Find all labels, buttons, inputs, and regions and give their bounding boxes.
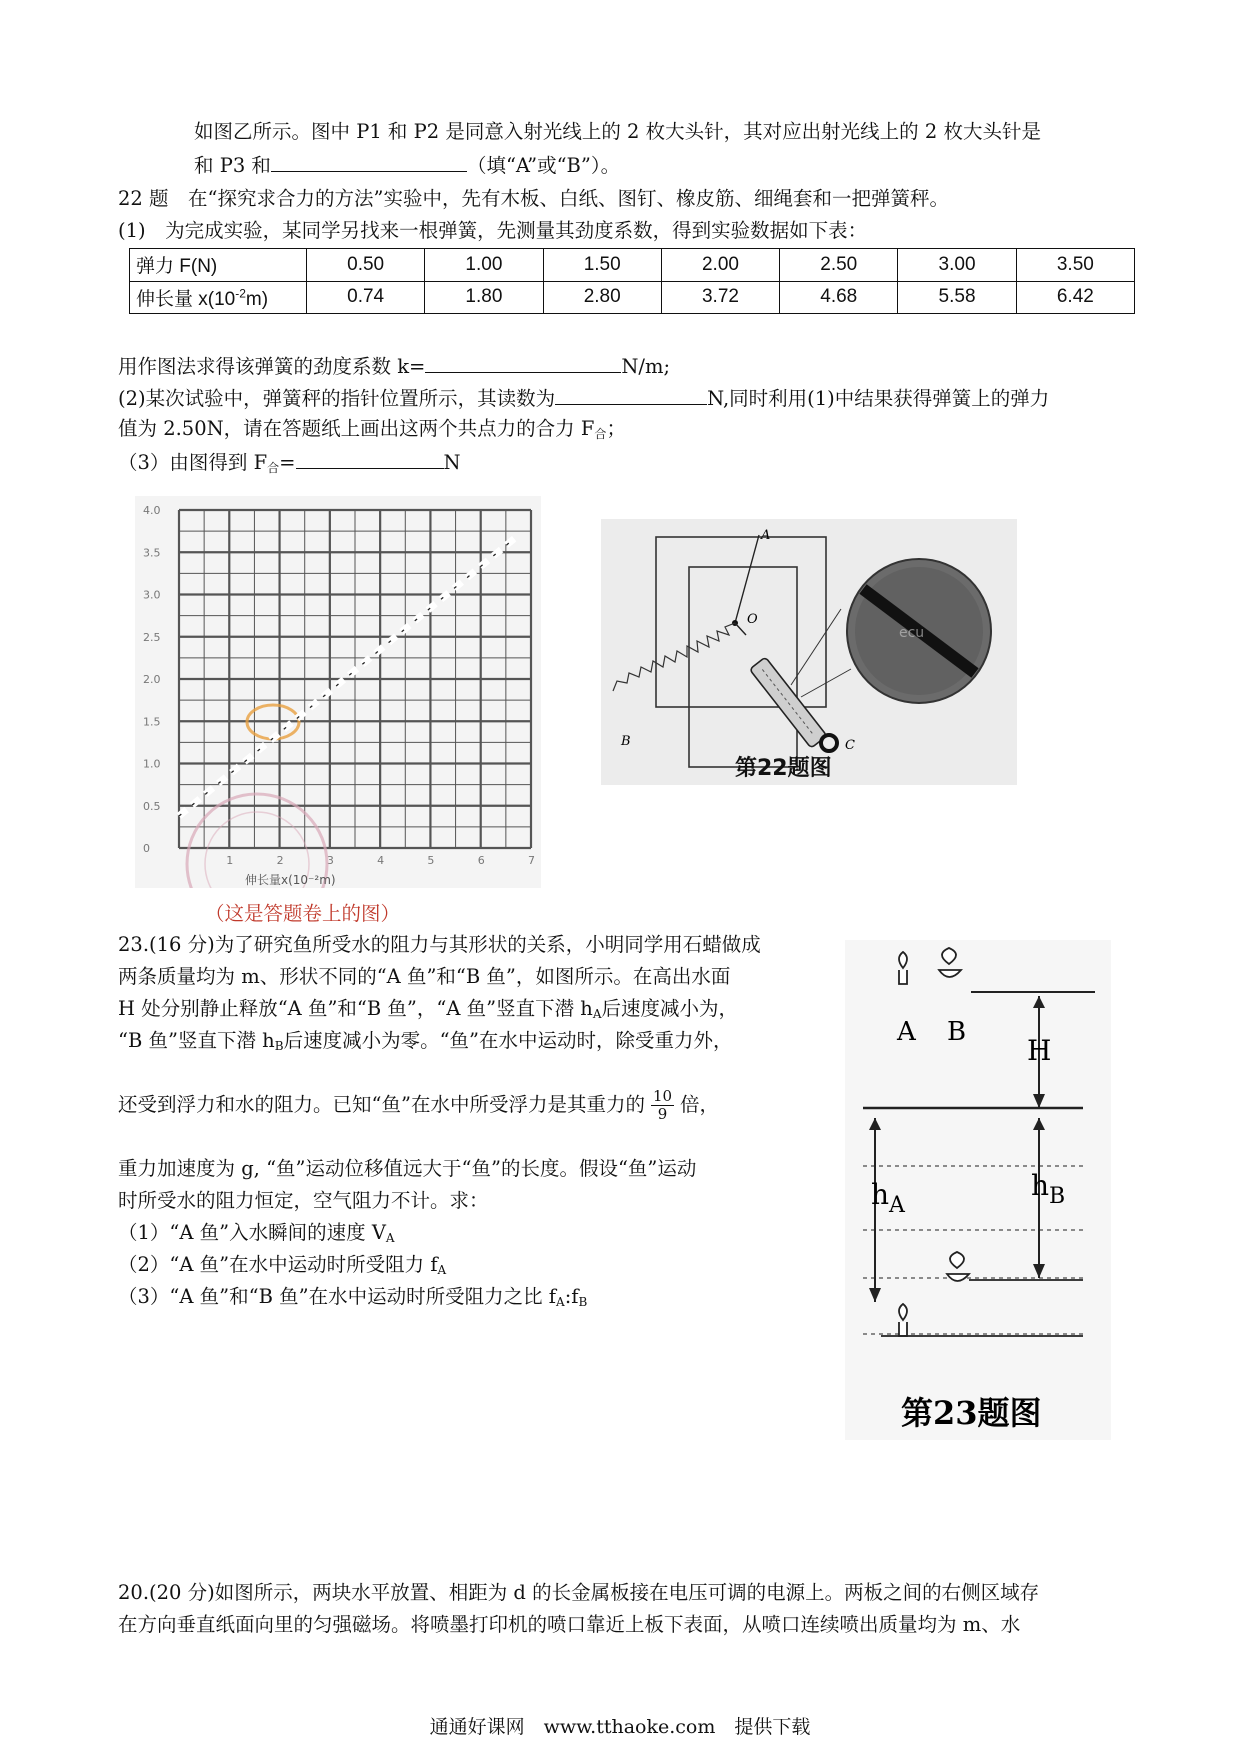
- y-tick-label: 3.0: [143, 588, 161, 602]
- label-H: H: [1027, 1034, 1052, 1067]
- q23-line5: 还受到浮力和水的阻力。已知“鱼”在水中所受浮力是其重力的 $\frac{10}{9}$ 倍，: [118, 1087, 720, 1123]
- page-footer: 通通好课网 www.tthaoke.com 提供下载: [429, 1716, 811, 1738]
- table-cell: 2.00: [661, 249, 779, 282]
- q23-line4: “B 鱼”竖直下潜 $h_B$后速度减小为零。“鱼”在水中运动时，除受重力外，: [118, 1029, 733, 1053]
- label-hB: $h_B$: [1031, 1169, 1066, 1209]
- q22-k-line: 用作图法求得该弹簧的劲度系数 k= N/m;: [118, 352, 670, 380]
- svg-text:ecu: ecu: [899, 625, 925, 641]
- q23-line6: 重力加速度为 g, “鱼”运动位移值远大于“鱼”的长度。假设“鱼”运动: [118, 1157, 697, 1180]
- table-cell: 5.58: [898, 281, 1016, 314]
- apparatus-diagram: [601, 519, 1017, 785]
- label-hA: $h_A$: [871, 1178, 905, 1218]
- table-cell: 2.80: [543, 281, 661, 314]
- q23-question2: （2）“A 鱼”在水中运动时所受阻力 $f_A$: [118, 1253, 447, 1277]
- q22-intro: 22 题 在“探究求合力的方法”实验中，先有木板、白纸、图钉、橡皮筋、细绳套和一把弹簧秤。: [118, 187, 949, 210]
- label-B: B: [621, 734, 631, 749]
- q23-line2: 两条质量均为 m、形状不同的“A 鱼”和“B 鱼”，如图所示。在高出水面: [118, 965, 731, 988]
- table-cell: 2.50: [780, 249, 898, 282]
- graph-caption: （这是答题卷上的图）: [205, 902, 401, 925]
- y-tick-label: 1.0: [143, 757, 161, 771]
- label-C: C: [845, 738, 855, 753]
- q22-part2-line2: 值为 2.50N，请在答题纸上画出这两个共点力的合力 $F_合$；: [118, 417, 626, 441]
- x-tick-label: 1: [226, 854, 234, 867]
- table-header-extension: 伸长量 $x(10^{-2}m)$: [130, 281, 307, 314]
- fish-figure: [845, 940, 1111, 1440]
- table-cell: 1.50: [543, 249, 661, 282]
- y-tick-label: 2.5: [143, 630, 161, 644]
- q20-line2: 在方向垂直纸面向里的匀强磁场。将喷墨打印机的喷口靠近上板下表面，从喷口连续喷出质量均为 m、水: [118, 1613, 1021, 1636]
- table-cell: 3.72: [661, 281, 779, 314]
- y-tick-label: 1.5: [143, 715, 161, 729]
- table-cell: 0.74: [307, 281, 425, 314]
- q23-line1: 23.(16 分)为了研究鱼所受水的阻力与其形状的关系，小明同学用石蜡做成: [118, 933, 761, 956]
- table-cell: 1.80: [425, 281, 543, 314]
- table-cell: 6.42: [1016, 281, 1134, 314]
- fish-figure-caption: 第23题图: [901, 1394, 1042, 1432]
- q23-line3: H 处分别静止释放“A 鱼”和“B 鱼”，“A 鱼”竖直下潜 $h_A$后速度减小为，: [118, 997, 739, 1021]
- q21-line2: [194, 151, 620, 179]
- apparatus-figure: [601, 519, 1017, 785]
- q22-part1: (1) 为完成实验，某同学另找来一根弹簧，先测量其劲度系数，得到实验数据如下表：: [118, 219, 868, 242]
- x-tick-label: 3: [326, 854, 334, 867]
- apparatus-caption: 第22题图: [735, 756, 832, 781]
- table-cell: 1.00: [425, 249, 543, 282]
- x-tick-label: 4: [377, 854, 385, 867]
- fish-label-A: A: [897, 1017, 916, 1047]
- graph-x-axis-label: 伸长量x(10⁻²m): [245, 873, 336, 887]
- spring-data-table: [129, 248, 1135, 314]
- reading-answer-blank: [555, 384, 707, 405]
- k-answer-blank: [425, 352, 621, 373]
- table-row-force: [130, 249, 1135, 282]
- q22-part3: （3）由图得到 $F_合= N$: [118, 448, 461, 481]
- fraction-10-9: $\frac{10}{9}$: [652, 1087, 673, 1123]
- x-tick-label: 2: [276, 854, 284, 867]
- x-tick-label: 7: [528, 854, 535, 867]
- q22-part2-line1: (2)某次试验中，弹簧秤的指针位置所示，其读数为 N,同时利用(1)中结果获得弹簧上的弹力: [118, 384, 1049, 412]
- table-cell: 3.00: [898, 249, 1016, 282]
- graph-figure: [135, 496, 541, 888]
- resultant-answer-blank: [296, 448, 444, 469]
- x-tick-label: 5: [427, 854, 435, 867]
- table-cell: 4.68: [780, 281, 898, 314]
- q20-line1: 20.(20 分)如图所示，两块水平放置、相距为 d 的长金属板接在电压可调的电源上。两板之间的右侧区域存: [118, 1581, 1040, 1604]
- table-header-force: 弹力 F(N): [130, 249, 307, 282]
- x-tick-label: 6: [477, 854, 485, 867]
- y-tick-label: 4.0: [143, 504, 161, 517]
- label-O: O: [747, 612, 758, 627]
- q23-question3: （3）“A 鱼”和“B 鱼”在水中运动时所受阻力之比 $f_A:f_B$: [118, 1285, 588, 1309]
- q21-line2-suffix: （填“A”或“B”）。: [466, 154, 621, 177]
- y-tick-label: 0: [143, 842, 150, 855]
- y-tick-label: 2.0: [143, 673, 161, 686]
- y-tick-label: 3.5: [143, 546, 161, 560]
- table-cell: 0.50: [307, 249, 425, 282]
- q23-line7: 时所受水的阻力恒定，空气阻力不计。求：: [118, 1189, 489, 1212]
- label-A: A: [761, 528, 771, 543]
- q23-question1: （1）“A 鱼”入水瞬间的速度 $V_A$: [118, 1221, 395, 1245]
- force-extension-graph: [135, 496, 541, 888]
- y-tick-label: 0.5: [143, 799, 161, 813]
- q21-answer-blank: [271, 151, 467, 172]
- q21-line2-prefix: 和 P3 和: [194, 154, 271, 177]
- table-cell: 3.50: [1016, 249, 1134, 282]
- table-row-extension: [130, 281, 1135, 314]
- q21-line1: 如图乙所示。图中 P1 和 P2 是同意入射光线上的 2 枚大头针，其对应出射光线上的 2 枚大头针是: [194, 120, 1041, 143]
- fish-diagram: [845, 940, 1111, 1440]
- fish-label-B: B: [947, 1017, 967, 1047]
